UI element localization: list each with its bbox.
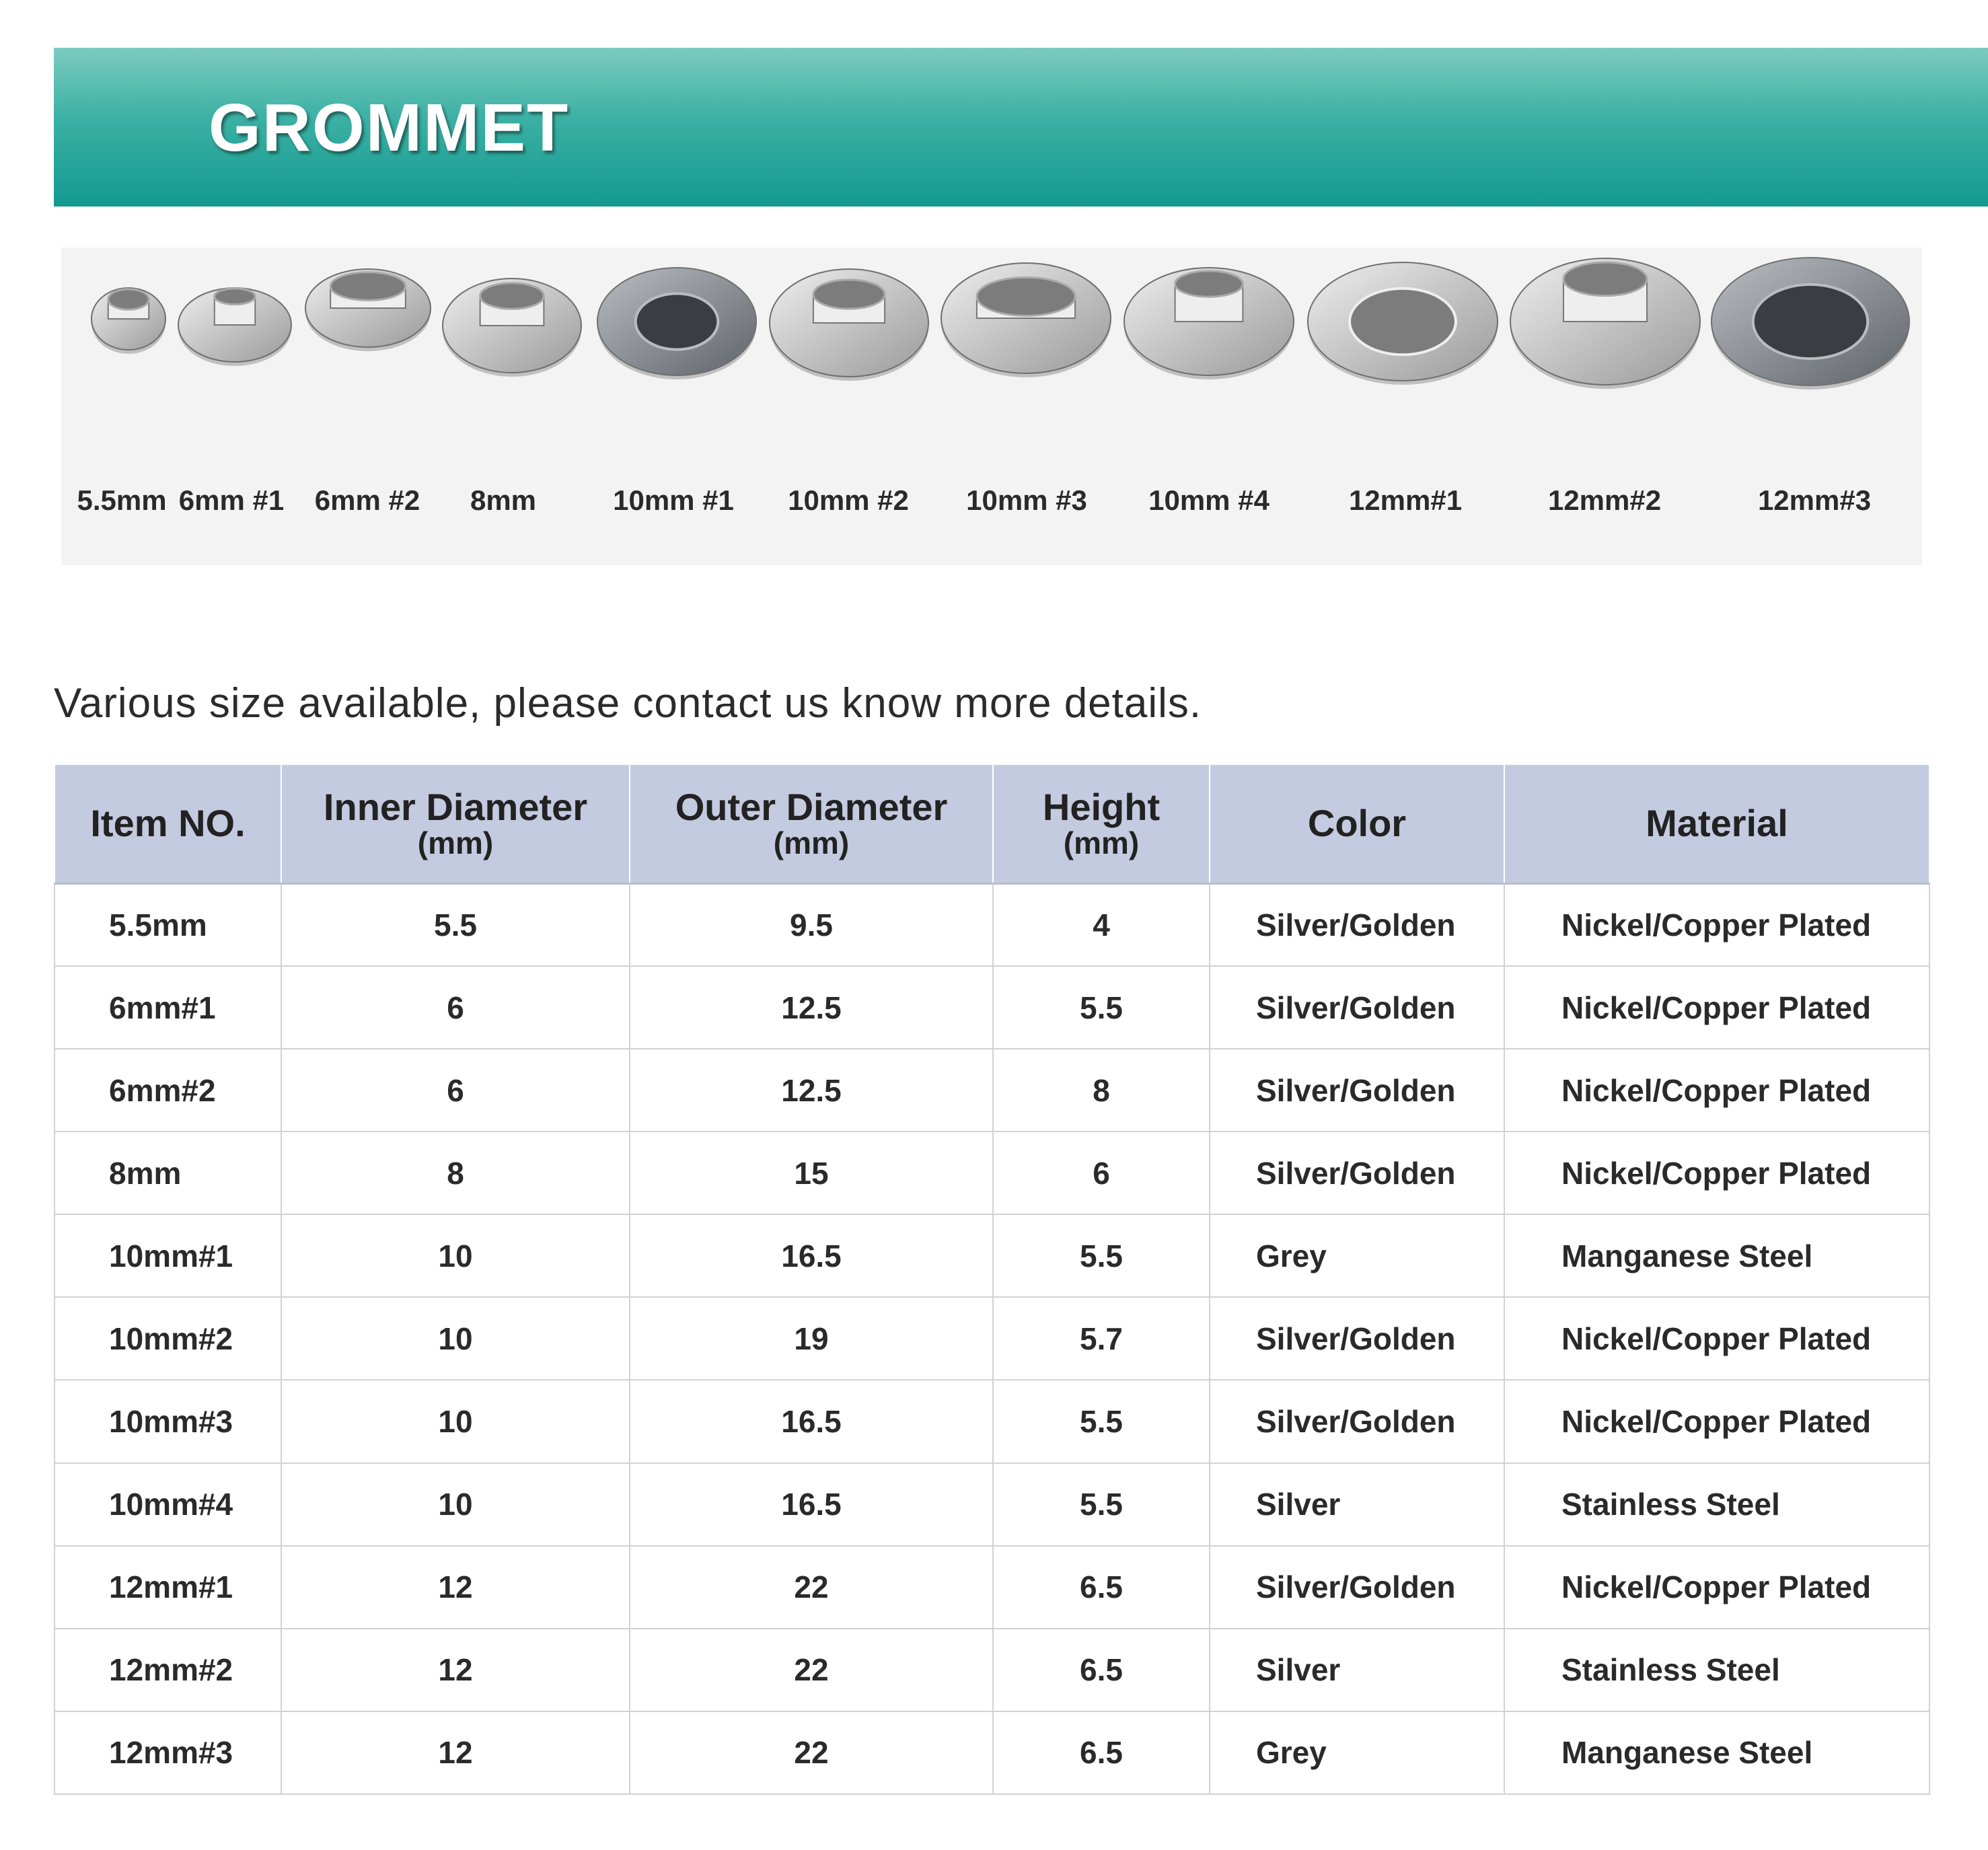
cell-material: Nickel/Copper Plated — [1504, 1380, 1929, 1463]
grommet-image — [766, 256, 932, 390]
header-color: Color — [1210, 764, 1504, 883]
header-inner-diameter: Inner Diameter (mm) — [281, 764, 630, 883]
cell-color: Grey — [1210, 1214, 1504, 1297]
cell-inner-diameter: 10 — [281, 1297, 630, 1380]
cell-color: Silver — [1210, 1463, 1504, 1546]
table-row — [54, 1297, 1929, 1380]
header-height: Height (mm) — [993, 764, 1210, 883]
cell-material: Stainless Steel — [1504, 1463, 1929, 1546]
availability-note: Various size available, please contact us know more details. — [54, 680, 1202, 727]
cell-inner-diameter: 10 — [281, 1214, 630, 1297]
cell-item-no: 5.5mm — [54, 883, 281, 966]
grommet-image — [1507, 245, 1703, 398]
cell-height: 5.5 — [993, 1214, 1210, 1297]
cell-outer-diameter: 12.5 — [630, 1049, 993, 1132]
grommet-image — [1121, 254, 1297, 389]
cell-color: Silver/Golden — [1210, 1546, 1504, 1629]
cell-inner-diameter: 12 — [281, 1546, 630, 1629]
grommet-label: 5.5mm — [77, 484, 167, 516]
table-row — [54, 1132, 1929, 1214]
cell-outer-diameter: 16.5 — [630, 1214, 993, 1297]
grommet-image — [1708, 244, 1913, 399]
cell-item-no: 12mm#2 — [54, 1629, 281, 1711]
cell-item-no: 12mm#3 — [54, 1711, 281, 1794]
grommet-image — [175, 274, 295, 375]
grommet-image — [88, 274, 169, 363]
grommet-image — [938, 250, 1114, 387]
banner-title: GROMMET — [209, 90, 570, 165]
grommet-label: 10mm #4 — [1148, 484, 1269, 516]
cell-inner-diameter: 10 — [281, 1463, 630, 1546]
cell-material: Nickel/Copper Plated — [1504, 966, 1929, 1049]
cell-item-no: 10mm#3 — [54, 1380, 281, 1463]
cell-height: 5.5 — [993, 966, 1210, 1049]
table-header-row — [54, 764, 1929, 883]
cell-material: Manganese Steel — [1504, 1711, 1929, 1794]
cell-material: Nickel/Copper Plated — [1504, 1297, 1929, 1380]
grommet-label: 6mm #2 — [314, 484, 420, 516]
cell-outer-diameter: 22 — [630, 1629, 993, 1711]
cell-height: 5.7 — [993, 1297, 1210, 1380]
cell-color: Silver/Golden — [1210, 1049, 1504, 1132]
table-row — [54, 966, 1929, 1049]
cell-material: Nickel/Copper Plated — [1504, 1049, 1929, 1132]
cell-inner-diameter: 6 — [281, 1049, 630, 1132]
cell-outer-diameter: 12.5 — [630, 966, 993, 1049]
cell-item-no: 6mm#2 — [54, 1049, 281, 1132]
cell-outer-diameter: 9.5 — [630, 883, 993, 966]
table-row — [54, 883, 1929, 966]
grommet-label: 8mm — [470, 484, 537, 516]
grommet-photo-panel — [61, 248, 1922, 565]
cell-inner-diameter: 8 — [281, 1132, 630, 1214]
table-row — [54, 1049, 1929, 1132]
cell-height: 8 — [993, 1049, 1210, 1132]
grommet-label: 12mm#2 — [1547, 484, 1662, 516]
table-row — [54, 1463, 1929, 1546]
cell-color: Silver/Golden — [1210, 883, 1504, 966]
cell-outer-diameter: 19 — [630, 1297, 993, 1380]
grommet-label: 10mm #1 — [613, 484, 734, 516]
table-row — [54, 1214, 1929, 1297]
cell-item-no: 10mm#1 — [54, 1214, 281, 1297]
cell-outer-diameter: 16.5 — [630, 1463, 993, 1546]
cell-item-no: 10mm#4 — [54, 1463, 281, 1546]
cell-height: 4 — [993, 883, 1210, 966]
grommet-label: 10mm #2 — [788, 484, 909, 516]
cell-height: 5.5 — [993, 1463, 1210, 1546]
cell-height: 6.5 — [993, 1629, 1210, 1711]
header-item-no: Item NO. — [54, 764, 281, 883]
cell-color: Silver/Golden — [1210, 1380, 1504, 1463]
grommet-label: 12mm#1 — [1348, 484, 1463, 516]
cell-inner-diameter: 12 — [281, 1629, 630, 1711]
spec-table-body — [54, 883, 1929, 1794]
cell-inner-diameter: 5.5 — [281, 883, 630, 966]
grommet-image — [439, 265, 585, 386]
cell-material: Stainless Steel — [1504, 1629, 1929, 1711]
cell-inner-diameter: 10 — [281, 1380, 630, 1463]
cell-color: Grey — [1210, 1711, 1504, 1794]
cell-color: Silver/Golden — [1210, 1297, 1504, 1380]
header-outer-diameter: Outer Diameter (mm) — [630, 764, 993, 883]
cell-inner-diameter: 12 — [281, 1711, 630, 1794]
cell-inner-diameter: 6 — [281, 966, 630, 1049]
grommet-label: 6mm #1 — [178, 484, 285, 516]
grommet-label: 12mm#3 — [1757, 484, 1872, 516]
cell-material: Nickel/Copper Plated — [1504, 883, 1929, 966]
grommet-image — [1304, 249, 1501, 394]
cell-outer-diameter: 22 — [630, 1711, 993, 1794]
cell-outer-diameter: 16.5 — [630, 1380, 993, 1463]
cell-material: Nickel/Copper Plated — [1504, 1132, 1929, 1214]
cell-color: Silver/Golden — [1210, 966, 1504, 1049]
cell-height: 6.5 — [993, 1546, 1210, 1629]
cell-outer-diameter: 22 — [630, 1546, 993, 1629]
cell-height: 6.5 — [993, 1711, 1210, 1794]
grommet-image — [594, 254, 760, 389]
grommet-image — [302, 256, 434, 361]
cell-height: 6 — [993, 1132, 1210, 1214]
cell-outer-diameter: 15 — [630, 1132, 993, 1214]
table-row — [54, 1629, 1929, 1711]
cell-color: Silver/Golden — [1210, 1132, 1504, 1214]
cell-item-no: 12mm#1 — [54, 1546, 281, 1629]
table-row — [54, 1546, 1929, 1629]
grommet-label: 10mm #3 — [966, 484, 1087, 516]
cell-material: Nickel/Copper Plated — [1504, 1546, 1929, 1629]
cell-height: 5.5 — [993, 1380, 1210, 1463]
cell-item-no: 10mm#2 — [54, 1297, 281, 1380]
table-row — [54, 1380, 1929, 1463]
cell-color: Silver — [1210, 1629, 1504, 1711]
cell-item-no: 8mm — [54, 1132, 281, 1214]
cell-material: Manganese Steel — [1504, 1214, 1929, 1297]
cell-item-no: 6mm#1 — [54, 966, 281, 1049]
header-banner — [54, 48, 1988, 207]
spec-table — [54, 764, 1930, 1795]
header-material: Material — [1504, 764, 1929, 883]
table-row — [54, 1711, 1929, 1794]
